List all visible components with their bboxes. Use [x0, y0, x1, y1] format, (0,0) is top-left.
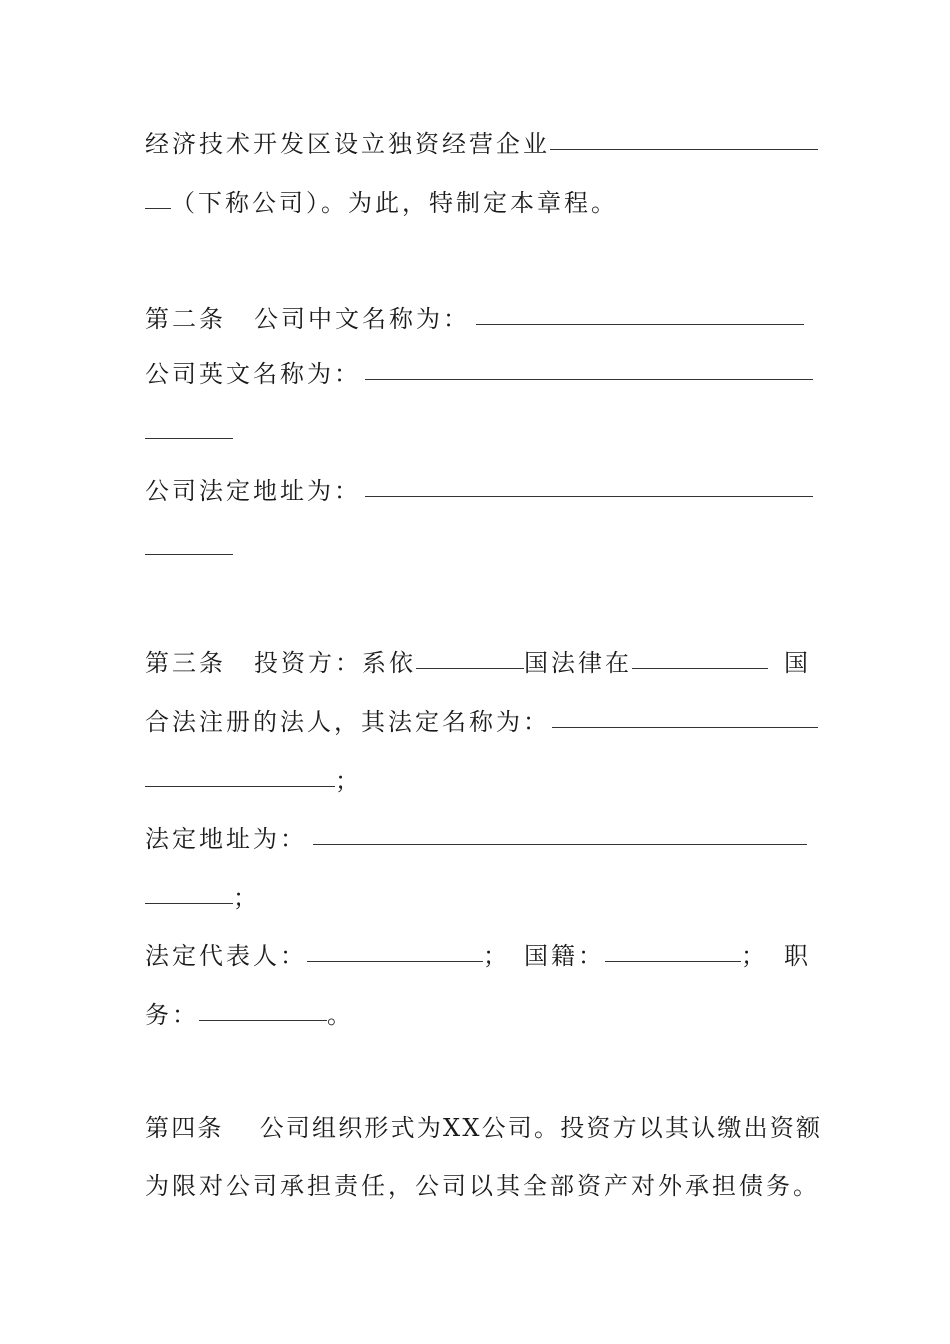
intro-text-1: 经济技术开发区设立独资经营企业 — [145, 130, 550, 158]
country-suffix: 国 — [784, 649, 811, 677]
position-label-part1: 职 — [784, 942, 811, 970]
intro-line-2 — [145, 184, 807, 218]
address-label: 公司法定地址为： — [145, 477, 361, 505]
article-3-line-5 — [145, 879, 807, 913]
article-3-line-1 — [145, 644, 811, 678]
enterprise-name-blank-cont — [145, 182, 171, 209]
legal-name-blank — [552, 701, 818, 728]
semicolon-1: ； — [335, 767, 362, 795]
article-4-text-1: 第四条 公司组织形式为XX公司。投资方以其认缴出资额 — [145, 1114, 823, 1142]
investor-prefix: 投资方：系依 — [254, 649, 416, 677]
article-4-line-2 — [145, 1169, 820, 1203]
semicolon-2: ； — [233, 884, 260, 912]
intro-text-2: （下称公司）。为此，特制定本章程。 — [171, 189, 618, 217]
en-name-blank — [365, 353, 813, 380]
semicolon-3: ； — [483, 942, 510, 970]
position-blank — [199, 994, 327, 1021]
period: 。 — [327, 1001, 354, 1029]
nationality-label: 国籍： — [524, 942, 605, 970]
semicolon-4: ； — [741, 942, 768, 970]
investor-address-blank — [313, 818, 807, 845]
article-3-line-4 — [145, 820, 807, 854]
article-3-line-6 — [145, 937, 811, 971]
article-2-line-5 — [145, 530, 807, 564]
en-name-blank-cont — [145, 412, 233, 439]
article-3-line-7 — [145, 996, 807, 1030]
enterprise-name-blank — [550, 123, 818, 150]
address-blank — [365, 470, 813, 497]
article-3-line-3 — [145, 762, 807, 796]
cn-name-label: 公司中文名称为： — [254, 305, 470, 333]
investor-address-blank-cont — [145, 877, 233, 904]
rep-blank — [307, 935, 483, 962]
registration-country-blank — [632, 642, 768, 669]
position-label-part2: 务： — [145, 1001, 199, 1029]
article-3-heading: 第三条 — [145, 649, 226, 677]
article-2-line-4 — [145, 472, 807, 506]
cn-name-blank — [476, 298, 804, 325]
law-country-blank — [416, 642, 524, 669]
article-4-text-2: 为限对公司承担责任，公司以其全部资产对外承担债务。 — [145, 1172, 820, 1200]
article-2-line-3 — [145, 414, 807, 448]
law-text: 国法律在 — [524, 649, 632, 677]
intro-line-1 — [145, 125, 807, 159]
address-blank-cont — [145, 528, 233, 555]
article-2-line-1 — [145, 300, 807, 334]
legal-name-blank-cont — [145, 760, 335, 787]
en-name-label: 公司英文名称为： — [145, 360, 361, 388]
article-2-line-2 — [145, 355, 807, 389]
nationality-blank — [605, 935, 741, 962]
rep-label: 法定代表人： — [145, 942, 307, 970]
article-4-line-1 — [145, 1111, 823, 1145]
investor-address-label: 法定地址为： — [145, 825, 307, 853]
legal-name-label: 合法注册的法人，其法定名称为： — [145, 708, 550, 736]
article-3-line-2 — [145, 703, 807, 737]
article-2-heading: 第二条 — [145, 305, 226, 333]
